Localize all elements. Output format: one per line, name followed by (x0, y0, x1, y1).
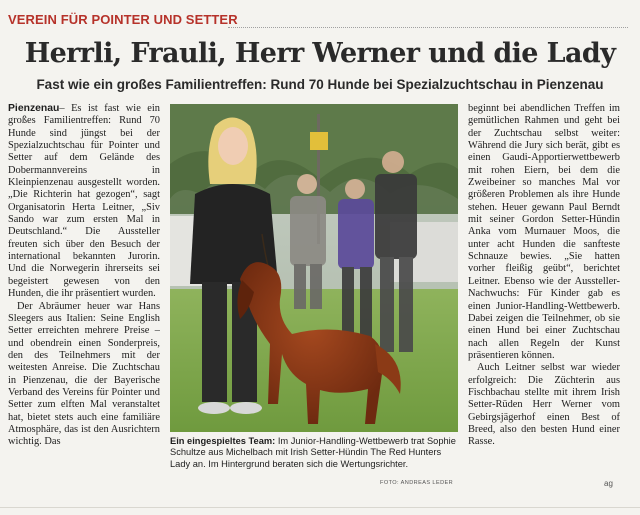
photo-caption (170, 436, 460, 470)
author-signature: ag (604, 479, 613, 488)
paragraph: beginnt bei abendlichen Treffen im gemütlichen Rahmen und geht bei der Zuchtschau selbst weiter: Während die Jury sich berät, gibt es einen Gaudi-Apportierwettbewerb mit rohen Eiern, bei dem die Zweibeiner so manches Mal vor größeren Problemen als ihre Hunde stehen. Heuer gewann Paul Berndt mit seiner Gordon Setter-Hündin Anka vom Murnauer Moos, die unter acht Hunden die sanfteste Schnauze bewies. „Sie hatten vorher fleißig geübt“, berichtet Leitner. Ebenso wie der Aussteller-Nachwuchs: Für Kinder gab es einen Junior-Handling-Wettbewerb. Dabei zeigen die Teilnehmer, ob sie einen Hund bei einer Zuchtschau nach allen Regeln der Kunst präsentieren können. (468, 103, 620, 361)
subheadline: Fast wie ein großes Familientreffen: Rund 70 Hunde bei Spezialzuchtschau in Pienzenau (36, 77, 604, 92)
caption-lead: Ein eingespieltes Team: (170, 436, 276, 446)
paragraph (8, 103, 160, 301)
article-photo (170, 104, 458, 432)
photo-credit: FOTO: ANDREAS LEDER (380, 480, 454, 486)
kicker-divider (228, 27, 628, 28)
section-kicker: VEREIN FÜR POINTER UND SETTER (8, 12, 238, 27)
paragraph-text: – Es ist fast wie ein großes Familientreffen: Rund 70 Hunde sind jüngst bei der Spezialzuchtschau für Pointer und Setter auf dem Gelände des Dobermannvereins in Kleinpienzenau ausgestellt worden. „Die Richterin hat gezogen“, sagt Organisatorin Herta Leitner, „Siv Sando war zum ersten Mal in Deutschland.“ Die Aussteller freuten sich über den Besuch der international bekannten Jurorin. Und die Norwegerin ihrerseits sei begeistert gewesen von den Hunden, die ihr präsentiert wurden. (8, 103, 160, 300)
headline: Herrli, Frauli, Herr Werner und die Lady (24, 38, 616, 69)
caption-text: Im Junior-Handling-Wettbewerb trat Sophie Schultze aus Michelbach mit Irish Setter-Hündin The Red Hunters Lady an. Im Hintergrund beraten sich die Wertungsrichter. (170, 436, 456, 469)
page-bottom-rule (0, 507, 640, 508)
paragraph: Auch Leitner selbst war wieder erfolgreich: Die Züchterin aus Fischbachau stellte mit ihrem Irish Setter-Rüden Herr Werner vom Gebirgsjägerhof einen Best of Breed, also den besten Hund einer Rasse. (468, 362, 620, 448)
article-column-left (8, 103, 160, 488)
article-column-right (468, 103, 620, 493)
paragraph: Der Abräumer heuer war Hans Sleegers aus Italien: Seine English Setter erreichten mehrere Preise – und obendrein einen Sonderpreis, den des Teilnehmers mit der weitesten Anreise. Die Zuchtschau in Pienzenau, die der Bayerische Verband des Vereins für Pointer und Setter zum elften Mal veranstaltet hat, bietet stets auch eine familiäre Atmosphäre, das ist den Ausrichtern wichtig. Das (8, 300, 160, 448)
dateline: Pienzenau (8, 103, 60, 114)
